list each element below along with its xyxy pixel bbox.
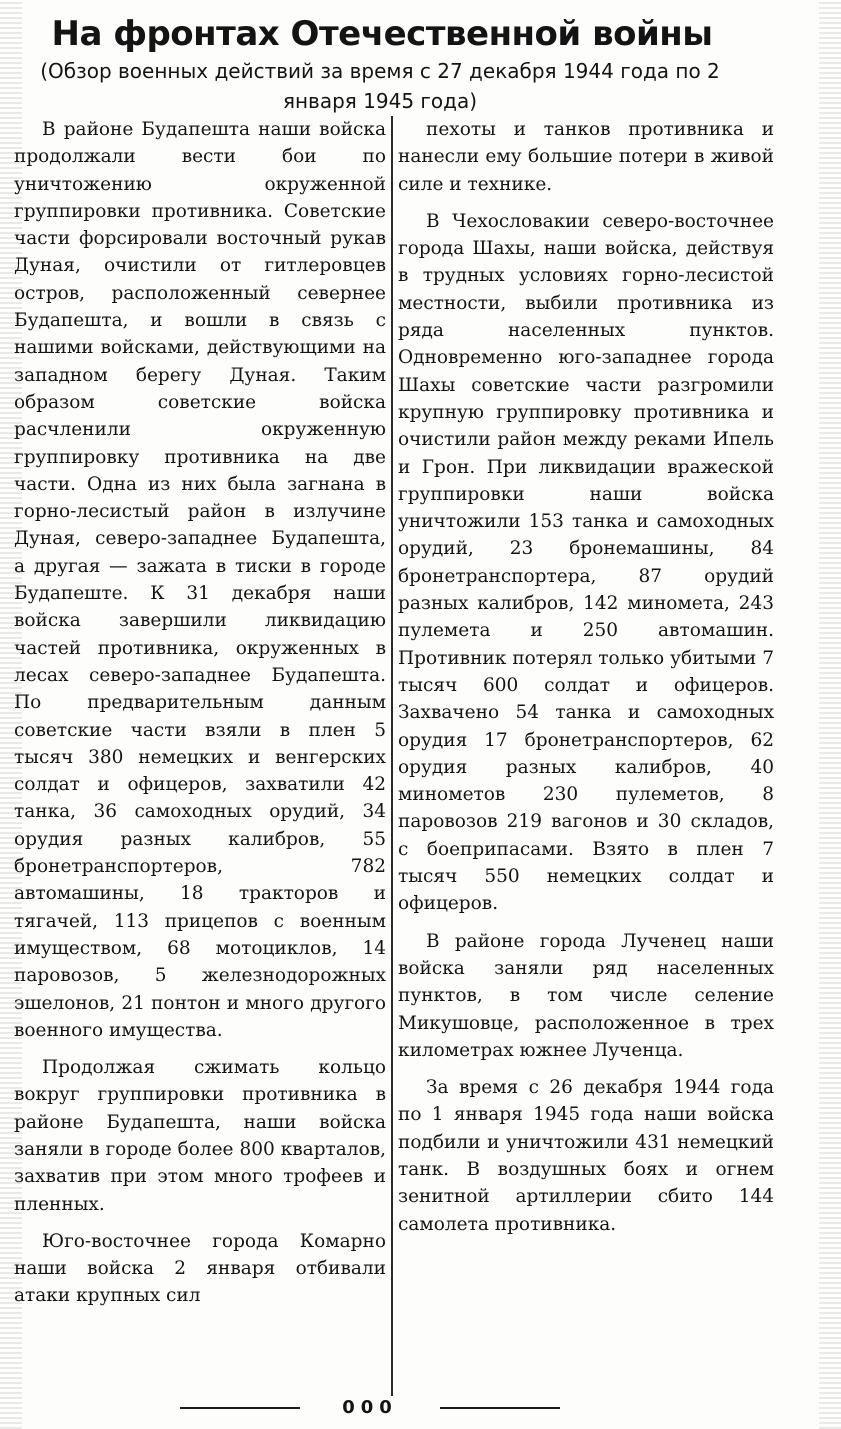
paragraph: За время с 26 декабря 1944 года по 1 января 1945 года наши войска подбили и уничтожили 431 немецкий танк. В воздушных боях и огнем зенитной артиллерии сбито 144 самолета противника. — [398, 1077, 774, 1235]
page-edge-right — [819, 0, 841, 1429]
left-column — [14, 116, 386, 1320]
column-rule — [391, 116, 393, 1396]
paragraph: В районе города Лученец наши войска заняли ряд населенных пунктов, в том числе селение Микушовце, расположенное в трех километрах южнее Лученца. — [398, 930, 774, 1061]
paragraph: В Чехословакии северо-восточнее города Шахы, наши войска, действуя в трудных условиях горно-лесистой местности, выбили противника из ряда населенных пунктов. Одновременно юго-западнее города Шахы советские части разгромили крупную группировку противника и очистили район между реками Ипель и Грон. При ликвидации вражеской группировки наши войска уничтожили 153 танка и самоходных орудий, 23 бронемашины, 84 бронетранспортера, 87 орудий разных калибров, 142 миномета, 243 пулемета и 250 автомашин. Противник потерял только убитыми 7 тысяч 600 солдат и офицеров. Захвачено 54 танка и самоходных орудия 17 бронетранспортеров, 62 орудия разных калибров, 40 минометов 230 пулеметов, 8 паровозов 219 вагонов и 30 складов, с боеприпасами. Взято в плен 7 тысяч 550 немецких солдат и офицеров. — [398, 210, 774, 915]
separator-line — [440, 1407, 560, 1409]
separator-dots: 000 — [342, 1397, 398, 1418]
separator-line — [180, 1407, 300, 1409]
paragraph: Юго-восточнее города Комарно наши войска 2 января отбивали атаки крупных сил — [14, 1230, 386, 1307]
paragraph: Продолжая сжимать кольцо вокруг группировки противника в районе Будапешта, наши войска заняли в городе более 800 кварталов, захватив при этом много трофеев и пленных. — [14, 1057, 386, 1215]
article-subtitle: (Обзор военных действий за время с 27 декабря 1944 года по 2 января 1945 года) — [40, 59, 720, 113]
paragraph: В районе Будапешта наши войска продолжали вести бои по уничтожению окруженной группировки противника. Советские части форсировали восточный рукав Дуная, очистили от гитлеровцев остров, расположенный севернее Будапешта, и вошли в связь с нашими войсками, действующими на западном берегу Дуная. Таким образом советские войска расчленили окруженную группировку противника на две части. Одна из них была загнана в горно-лесистый район в излучине Дуная, северо-западнее Будапешта, а другая — зажата в тиски в городе Будапеште. К 31 декабря наши войска завершили ликвидацию частей противника, окруженных в лесах северо-западнее Будапешта. По предварительным данным советские части взяли в плен 5 тысяч 380 немецких и венгерских солдат и офицеров, захватили 42 танка, 36 самоходных орудий, 34 орудия разных калибров, 55 бронетранспортеров, 782 автомашины, 18 тракторов и тягачей, 113 прицепов с военным имуществом, 68 мотоциклов, 14 паровозов, 5 железнодорожных эшелонов, 21 понтон и много другого военного имущества. — [14, 119, 386, 1041]
right-column — [398, 116, 774, 1248]
article-title: На фронтах Отечественной войны — [51, 14, 713, 54]
section-separator — [180, 1398, 560, 1418]
paragraph: пехоты и танков противника и нанесли ему большие потери в живой силе и технике. — [398, 119, 774, 195]
